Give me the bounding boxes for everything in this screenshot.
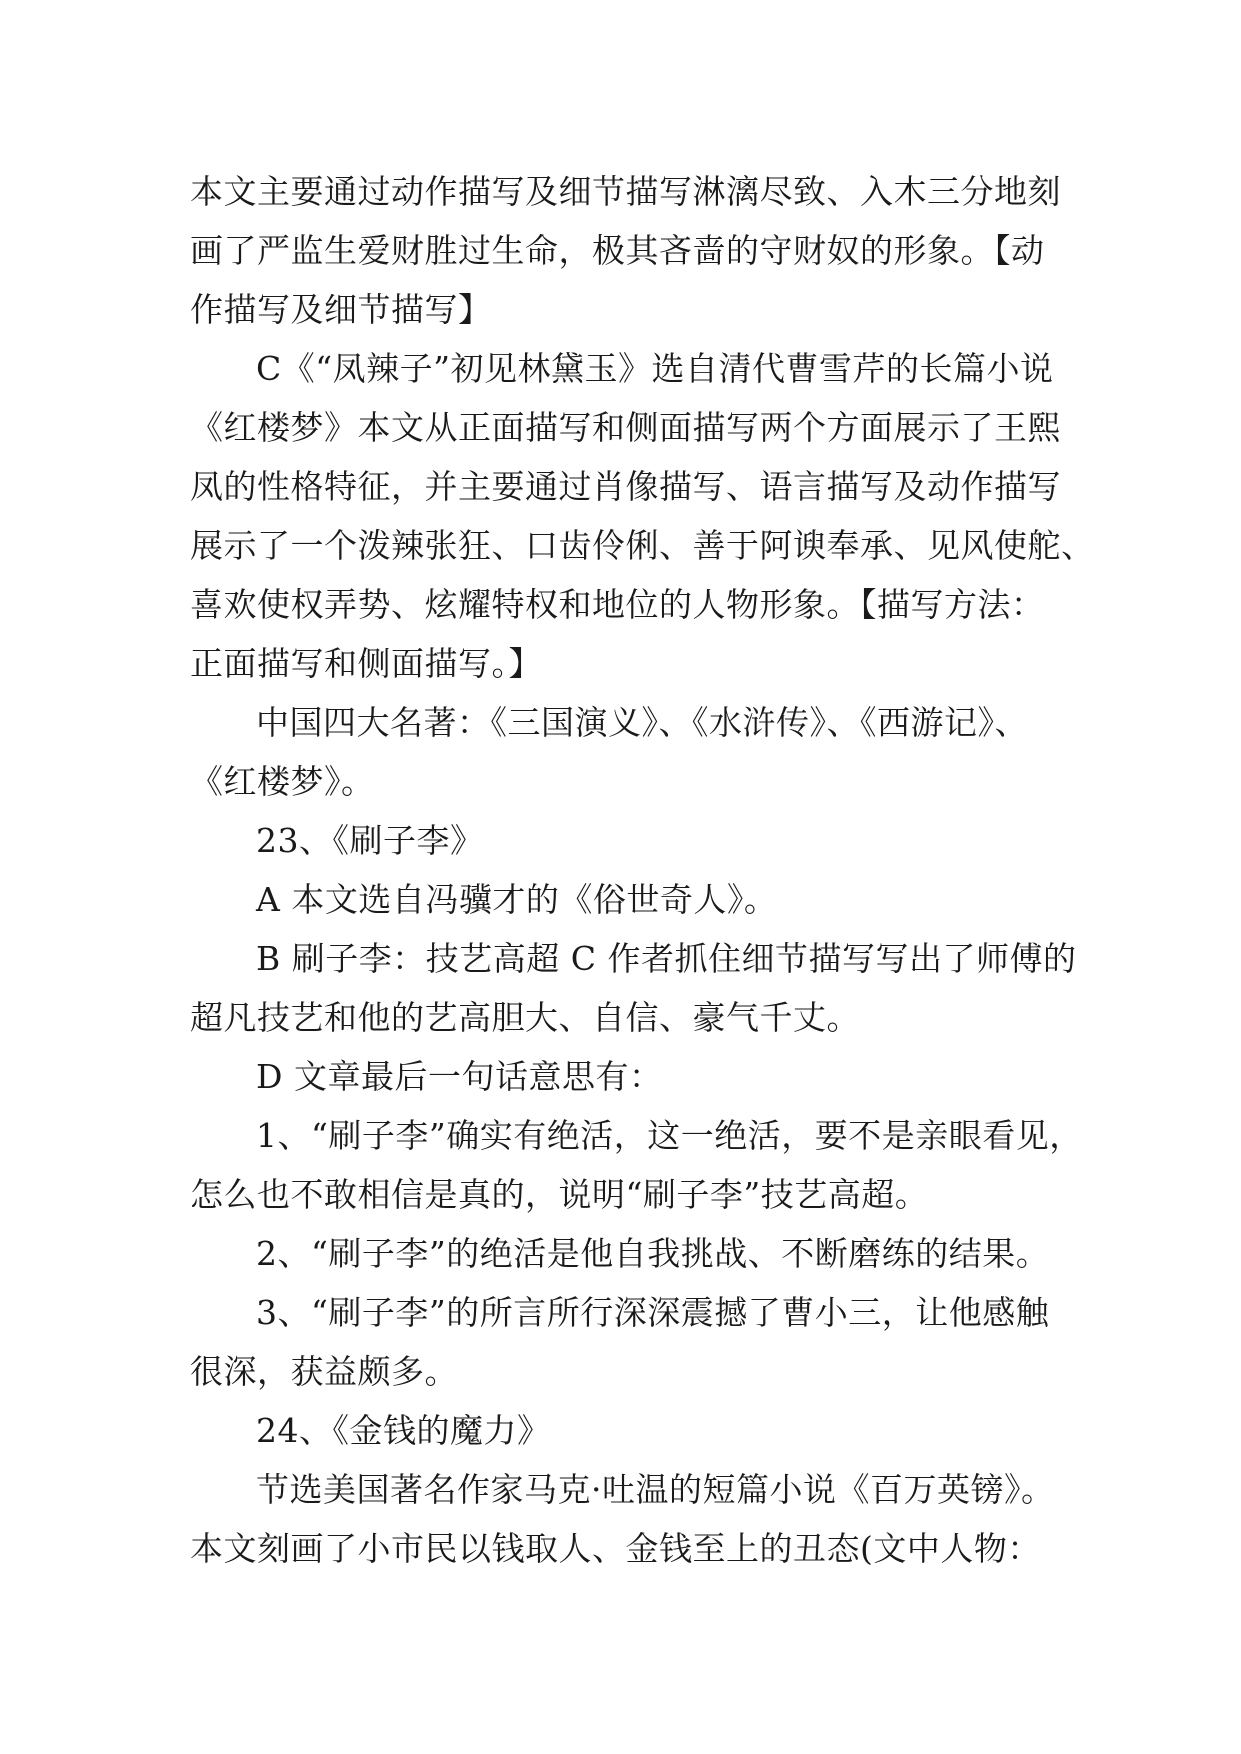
text-line: 3、“刷子李”的所言所行深深震撼了曹小三，让他感触 — [256, 1293, 1050, 1332]
text-line: 正面描写和侧面描写。】 — [190, 644, 542, 683]
text-line: 超凡技艺和他的艺高胆大、自信、豪气千丈。 — [190, 998, 860, 1037]
section-heading: 24、《金钱的魔力》 — [256, 1411, 551, 1450]
text-line: 作描写及细节描写】 — [190, 290, 492, 329]
text-line: 喜欢使权弄势、炫耀特权和地位的人物形象。【描写方法： — [190, 585, 1045, 624]
text-line: 凤的性格特征，并主要通过肖像描写、语言描写及动作描写 — [190, 467, 1061, 506]
text-line: D 文章最后一句话意思有： — [256, 1057, 663, 1096]
text-line: C《“凤辣子”初见林黛玉》选自清代曹雪芹的长篇小说 — [256, 349, 1054, 388]
text-line: 展示了一个泼辣张狂、口齿伶俐、善于阿谀奉承、见风使舵、 — [190, 526, 1095, 565]
section-heading: 23、《刷子李》 — [256, 821, 484, 860]
text-line: 本文主要通过动作描写及细节描写淋漓尽致、入木三分地刻 — [190, 172, 1061, 211]
text-line: A 本文选自冯骥才的《俗世奇人》。 — [256, 880, 778, 919]
text-line: 本文刻画了小市民以钱取人、金钱至上的丑态(文中人物： — [190, 1529, 1041, 1568]
text-line: 很深，获益颇多。 — [190, 1352, 458, 1391]
text-line: B 刷子李：技艺高超 C 作者抓住细节描写写出了师傅的 — [256, 939, 1077, 978]
text-line: 《红楼梦》本文从正面描写和侧面描写两个方面展示了王熙 — [190, 408, 1061, 447]
text-line: 节选美国著名作家马克·吐温的短篇小说《百万英镑》。 — [256, 1470, 1055, 1509]
text-line: 中国四大名著：《三国演义》、《水浒传》、《西游记》、 — [256, 703, 1028, 742]
text-line: 2、“刷子李”的绝活是他自我挑战、不断磨练的结果。 — [256, 1234, 1050, 1273]
text-line: 1、“刷子李”确实有绝活，这一绝活，要不是亲眼看见， — [256, 1116, 1083, 1155]
text-line: 《红楼梦》。 — [190, 762, 375, 801]
text-line: 画了严监生爱财胜过生命，极其吝啬的守财奴的形象。【动 — [190, 231, 1045, 270]
document-body — [190, 162, 1095, 1578]
text-line: 怎么也不敢相信是真的，说明“刷子李”技艺高超。 — [190, 1175, 929, 1214]
